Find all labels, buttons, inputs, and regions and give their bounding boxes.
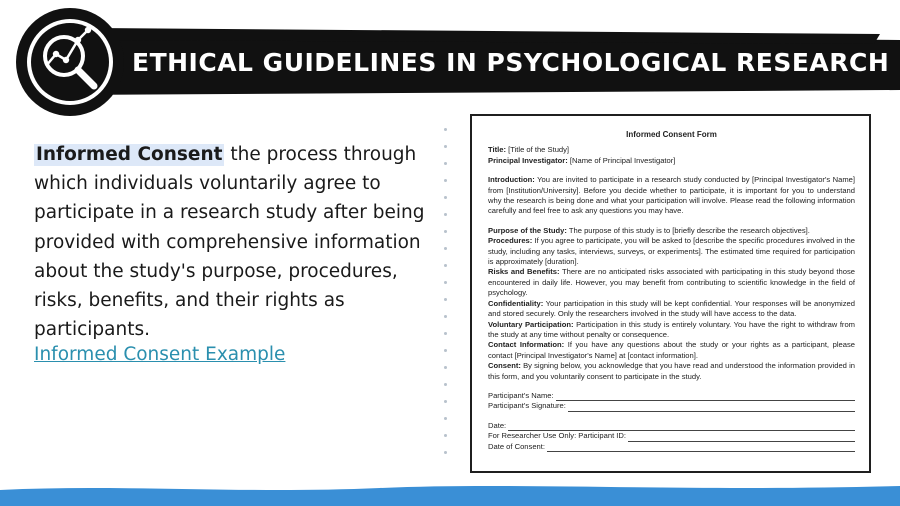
form-consent: Consent: By signing below, you acknowledge that you have read and understood the information provided in this form, and you voluntarily consent to participate in the study.	[488, 361, 855, 381]
divider-dot	[444, 315, 447, 318]
divider-dot	[444, 332, 447, 335]
page-title: ETHICAL GUIDELINES IN PSYCHOLOGICAL RESEARCH	[132, 48, 890, 77]
divider-dot	[444, 298, 447, 301]
divider-dot	[444, 247, 447, 250]
consent-form-image	[470, 114, 871, 473]
divider-dot	[444, 281, 447, 284]
form-introduction: Introduction: You are invited to participate in a research study conducted by [Principal Investigator's Name] from [Institution/University]. Before you decide whether to participate, it is important for you to understand why the research is being done and what your participation will involve. Please read the following information carefully and feel free to ask any questions you may have.	[488, 175, 855, 216]
divider-dot	[444, 162, 447, 165]
divider-dot	[444, 264, 447, 267]
form-title-line: Title: [Title of the Study]	[488, 145, 570, 155]
dotted-divider	[444, 128, 450, 458]
divider-dot	[444, 366, 447, 369]
header-banner	[0, 0, 900, 130]
bottom-wave	[0, 482, 900, 506]
divider-dot	[444, 349, 447, 352]
form-heading: Informed Consent Form	[626, 130, 717, 139]
divider-dot	[444, 383, 447, 386]
form-risks: Risks and Benefits: There are no anticipated risks associated with participating in this study beyond those encountered in daily life. However, you may benefit from contributing to scientific knowledge in the field of psychology.	[488, 267, 855, 298]
divider-dot	[444, 417, 447, 420]
participant-signature-line: Participant's Signature:	[488, 401, 855, 411]
divider-dot	[444, 196, 447, 199]
form-confidentiality: Confidentiality: Your participation in this study will be kept confidential. Your responses will be anonymized and stored securely. Only the researchers involved in the study will have access to the data.	[488, 298, 855, 319]
form-purpose: Purpose of the Study: The purpose of this study is to [briefly describe the research objectives].	[488, 225, 810, 235]
divider-dot	[444, 451, 447, 454]
informed-consent-example-link[interactable]: Informed Consent Example	[34, 344, 286, 365]
divider-dot	[444, 230, 447, 233]
definition-body: the process through which individuals voluntarily agree to participate in a research study after being provided with comprehensive information about the study's purpose, procedures, risks, benefits, and their rights as participants.	[34, 144, 425, 341]
date-line: Date:	[488, 421, 855, 431]
participant-name-line: Participant's Name:	[488, 391, 855, 401]
divider-dot	[444, 128, 447, 131]
divider-dot	[444, 145, 447, 148]
form-contact: Contact Information: If you have any questions about the study or your rights as a participant, please contact [Principal Investigator's Name] at [contact information].	[488, 340, 855, 360]
divider-dot	[444, 400, 447, 403]
form-voluntary: Voluntary Participation: Participation in this study is entirely voluntary. You have the right to withdraw from the study at any time without penalty or consequence.	[488, 319, 856, 339]
form-procedures: Procedures: If you agree to participate, you will be asked to [describe the specific procedures involved in the study, including any tasks, interviews, surveys, or experiments]. The estimated time required for participation is approximately [duration].	[488, 236, 855, 267]
form-pi-line: Principal Investigator: [Name of Principal Investigator]	[488, 155, 676, 165]
divider-dot	[444, 434, 447, 437]
divider-dot	[444, 179, 447, 182]
researcher-id-line: For Researcher Use Only: Participant ID:	[488, 431, 855, 441]
date-of-consent-line: Date of Consent:	[488, 442, 855, 452]
definition-text	[34, 140, 429, 344]
definition-term: Informed Consent	[36, 144, 223, 165]
divider-dot	[444, 213, 447, 216]
